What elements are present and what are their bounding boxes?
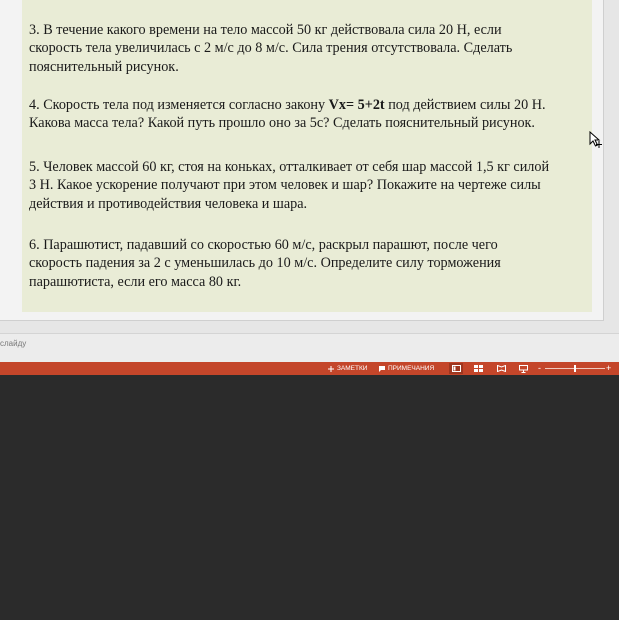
normal-view-icon bbox=[452, 365, 461, 372]
status-bar bbox=[0, 362, 619, 375]
notes-button-label: ЗАМЕТКИ bbox=[337, 365, 368, 372]
comment-icon bbox=[378, 365, 386, 373]
problem-4-formula: Vx= 5+2t bbox=[328, 97, 385, 113]
normal-view-button[interactable] bbox=[449, 363, 463, 374]
slideshow-button[interactable] bbox=[516, 363, 530, 374]
problem-4-text-start: 4. Скорость тела под изменяется согласно закону bbox=[29, 97, 329, 113]
slide-sorter-button[interactable] bbox=[471, 363, 485, 374]
reading-view-icon bbox=[497, 365, 506, 372]
comments-button-label: ПРИМЕЧАНИЯ bbox=[388, 365, 435, 372]
problem-5-text: 5. Человек массой 60 кг, стоя на коньках, отталкивает от себя шар массой 1,5 кг силой 3 Н. Какое ускорение получают при этом человек и шар? Покажите на чертеже силы действия и противодействия человека и шара. bbox=[29, 159, 550, 212]
problem-3-text: 3. В течение какого времени на тело массой 50 кг действовала сила 20 Н, если скорость тела увеличилась с 2 м/с до 8 м/с. Сила трения отсутствовала. Сделать пояснительный рисунок. bbox=[29, 22, 513, 75]
problem-4-text bbox=[29, 96, 591, 133]
reading-view-button[interactable] bbox=[494, 363, 508, 374]
problem-4-text-end: под действием силы 20 Н. Какова масса тела? Какой путь прошло оно за 5с? Сделать пояснительный рисунок. bbox=[29, 97, 546, 132]
move-cursor-icon bbox=[589, 131, 603, 149]
problem-6-text: 6. Парашютист, падавший со скоростью 60 м/с, раскрыл парашют, после чего скорость падения за 2 с уменьшилась до 10 м/с. Определите силу торможения парашютиста, если его масса 80 кг. bbox=[29, 237, 501, 290]
notes-button[interactable] bbox=[327, 362, 367, 375]
zoom-slider-thumb[interactable] bbox=[574, 365, 576, 372]
slide-text-box[interactable] bbox=[22, 0, 592, 312]
slideshow-icon bbox=[519, 365, 528, 373]
comments-button[interactable] bbox=[378, 362, 434, 375]
empty-background bbox=[0, 375, 619, 620]
notes-placeholder: слайду bbox=[0, 339, 27, 348]
zoom-in-button[interactable]: + bbox=[606, 363, 612, 373]
notes-icon bbox=[327, 365, 335, 373]
zoom-out-button[interactable]: - bbox=[538, 363, 541, 373]
notes-pane[interactable] bbox=[0, 333, 619, 363]
slide-sorter-icon bbox=[474, 365, 483, 372]
